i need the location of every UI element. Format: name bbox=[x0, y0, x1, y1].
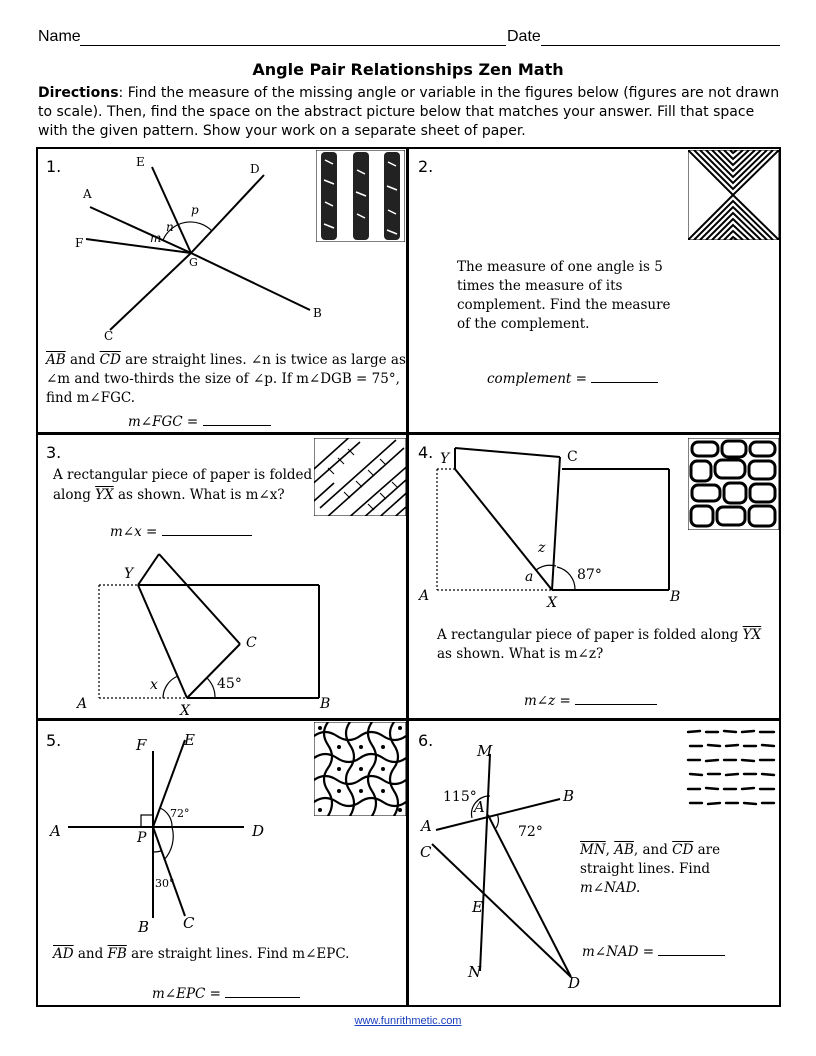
p3-label-A: A bbox=[77, 696, 88, 712]
p1-label-n: n bbox=[166, 220, 174, 234]
problem-6-text-line2: straight lines. Find bbox=[580, 861, 711, 877]
p3-label-X: X bbox=[180, 703, 190, 719]
p6-label-115: 115° bbox=[443, 789, 477, 805]
p5-label-F: F bbox=[136, 736, 147, 754]
p6-label-72: 72° bbox=[518, 824, 543, 840]
p1-label-C: C bbox=[104, 329, 114, 343]
p6-label-A-vertex: A bbox=[474, 798, 485, 816]
problem-2-text-line4: of the complement. bbox=[457, 316, 590, 332]
p3-label-C: C bbox=[246, 635, 257, 651]
p1-label-p: p bbox=[191, 203, 199, 217]
p5-label-P: P bbox=[137, 830, 147, 846]
problem-6-text-line1 bbox=[580, 841, 720, 860]
p1-label-m: m bbox=[150, 231, 162, 245]
problem-5-number: 5. bbox=[46, 731, 62, 750]
problem-2-text-line2: times the measure of its bbox=[457, 278, 623, 294]
p4-label-A: A bbox=[419, 588, 430, 604]
p3-line2-a: along bbox=[53, 487, 96, 503]
problem-6-number: 6. bbox=[418, 731, 434, 750]
problem-3-number: 3. bbox=[46, 443, 62, 462]
problem-2-text-line3: complement. Find the measure bbox=[457, 297, 671, 313]
p4-label-B: B bbox=[670, 589, 681, 605]
p6-seg-CD: $\overline{CD}$ bbox=[672, 842, 694, 858]
p3-label-Y: Y bbox=[124, 566, 134, 582]
pattern-2 bbox=[688, 150, 779, 240]
problem-1-answer bbox=[128, 409, 271, 432]
p2-answer-field[interactable] bbox=[591, 366, 658, 383]
problem-4-figure bbox=[410, 440, 690, 615]
p4-label-X: X bbox=[547, 595, 557, 611]
p4-label-87: 87° bbox=[577, 567, 602, 583]
problem-2-text-line1: The measure of one angle is 5 bbox=[457, 259, 663, 275]
pattern-4 bbox=[688, 438, 779, 530]
problem-4-number: 4. bbox=[418, 443, 434, 462]
p6-label-E: E bbox=[472, 898, 483, 916]
problem-2-answer bbox=[487, 366, 658, 389]
p6-comma: , bbox=[605, 842, 615, 858]
p1-answer-field[interactable] bbox=[203, 409, 271, 426]
p5-label-C: C bbox=[183, 914, 195, 932]
date-field[interactable] bbox=[541, 45, 780, 46]
problem-3-text-line2 bbox=[53, 486, 285, 505]
p4-label-a: a bbox=[525, 569, 534, 585]
p5-seg-FB: $\overline{FB}$ bbox=[107, 946, 127, 962]
p5-rest: are straight lines. Find m∠EPC. bbox=[126, 946, 350, 962]
p2-answer-label: complement = bbox=[487, 371, 587, 387]
p4-label-C: C bbox=[567, 449, 578, 465]
p5-and: and bbox=[73, 946, 108, 962]
problem-3-text-line1: A rectangular piece of paper is folded bbox=[53, 467, 313, 483]
p6-label-B: B bbox=[563, 787, 575, 805]
directions-text: : Find the measure of the missing angle or variable in the figures below (figures are not drawn to scale). Then, find the space on the abstract picture below that matches your answer. Fill that space with the given pattern. Show your work on a separate sheet of paper. bbox=[38, 85, 780, 139]
p3-label-45: 45° bbox=[217, 676, 242, 692]
p1-label-A: A bbox=[83, 187, 92, 201]
p1-label-F: F bbox=[75, 236, 84, 250]
pattern-3 bbox=[314, 438, 406, 516]
p3-line2-b: as shown. What is m∠x? bbox=[113, 487, 285, 503]
p4-label-Y: Y bbox=[440, 451, 450, 467]
p3-seg-YX: $\overline{YX}$ bbox=[95, 487, 114, 503]
pattern-6 bbox=[686, 724, 778, 814]
date-label: Date bbox=[507, 28, 541, 45]
p3-answer-field[interactable] bbox=[162, 519, 252, 536]
problem-6-figure bbox=[410, 738, 590, 994]
problem-5-figure bbox=[40, 726, 310, 938]
problem-4-text-line1 bbox=[437, 626, 761, 645]
p4-answer-field[interactable] bbox=[575, 688, 657, 705]
p5-seg-AD: $\overline{AD}$ bbox=[53, 946, 74, 962]
p6-are: are bbox=[693, 842, 721, 858]
page-title: Angle Pair Relationships Zen Math bbox=[252, 60, 564, 79]
p5-label-B: B bbox=[138, 918, 150, 936]
p5-answer-field[interactable] bbox=[225, 981, 300, 998]
p5-label-E: E bbox=[184, 731, 195, 749]
p3-answer-label: m∠x = bbox=[110, 524, 158, 540]
directions bbox=[38, 84, 782, 141]
p1-seg-CD: $\overline{CD}$ bbox=[99, 352, 121, 368]
p5-label-30: 30° bbox=[155, 877, 175, 890]
problem-6-text-line3: m∠NAD. bbox=[580, 880, 641, 896]
name-label: Name bbox=[38, 28, 81, 45]
pattern-1 bbox=[316, 150, 405, 242]
grid-divider-vertical bbox=[406, 147, 409, 1007]
p4-answer-label: m∠z = bbox=[524, 693, 571, 709]
problem-1-text-line2: ∠m and two-thirds the size of ∠p. If m∠DGB = 75°, bbox=[46, 371, 400, 387]
p4-label-z: z bbox=[538, 540, 546, 556]
problem-1-text-line1 bbox=[46, 351, 406, 370]
p4-line1-a: A rectangular piece of paper is folded along bbox=[437, 627, 743, 643]
problem-3-answer bbox=[110, 519, 252, 542]
p6-seg-MN: $\overline{MN}$ bbox=[580, 842, 606, 858]
problem-6-answer bbox=[582, 939, 725, 962]
problem-5-answer bbox=[152, 981, 300, 1004]
p6-answer-field[interactable] bbox=[658, 939, 725, 956]
p6-label-A: A bbox=[421, 817, 432, 835]
p6-label-C: C bbox=[420, 843, 432, 861]
p3-label-x: x bbox=[150, 677, 158, 693]
grid-divider-1 bbox=[36, 432, 781, 435]
p5-answer-label: m∠EPC = bbox=[152, 986, 221, 1002]
p1-seg-AB: $\overline{AB}$ bbox=[46, 352, 66, 368]
problem-3-figure bbox=[70, 548, 360, 720]
name-field[interactable] bbox=[80, 45, 506, 46]
p6-answer-label: m∠NAD = bbox=[582, 944, 655, 960]
p6-and: , and bbox=[633, 842, 673, 858]
problem-2-number: 2. bbox=[418, 157, 434, 176]
p6-label-N: N bbox=[468, 963, 482, 981]
p5-label-72: 72° bbox=[170, 807, 190, 820]
p4-seg-YX: $\overline{YX}$ bbox=[742, 627, 762, 643]
problem-5-text bbox=[53, 945, 349, 964]
problem-4-text-line2: as shown. What is m∠z? bbox=[437, 646, 604, 662]
p1-label-E: E bbox=[136, 155, 145, 169]
p6-seg-AB: $\overline{AB}$ bbox=[614, 842, 634, 858]
p6-label-M: M bbox=[477, 742, 493, 760]
footer-link[interactable]: www.funrithmetic.com bbox=[354, 1015, 462, 1027]
p1-label-G: G bbox=[189, 256, 198, 269]
p1-answer-label: m∠FGC = bbox=[128, 414, 199, 430]
p3-label-B: B bbox=[320, 696, 331, 712]
problem-4-answer bbox=[524, 688, 657, 711]
problem-1-text-line3: find m∠FGC. bbox=[46, 390, 136, 406]
p1-rest1: are straight lines. ∠n is twice as large as bbox=[120, 352, 406, 368]
p1-label-D: D bbox=[250, 162, 260, 176]
pattern-5 bbox=[314, 722, 406, 816]
p6-label-D: D bbox=[568, 974, 581, 992]
p1-and: and bbox=[65, 352, 100, 368]
problem-1-number: 1. bbox=[46, 157, 62, 176]
directions-label: Directions bbox=[38, 85, 119, 101]
p5-label-A: A bbox=[50, 822, 61, 840]
p1-label-B: B bbox=[313, 306, 322, 320]
p5-label-D: D bbox=[252, 822, 265, 840]
